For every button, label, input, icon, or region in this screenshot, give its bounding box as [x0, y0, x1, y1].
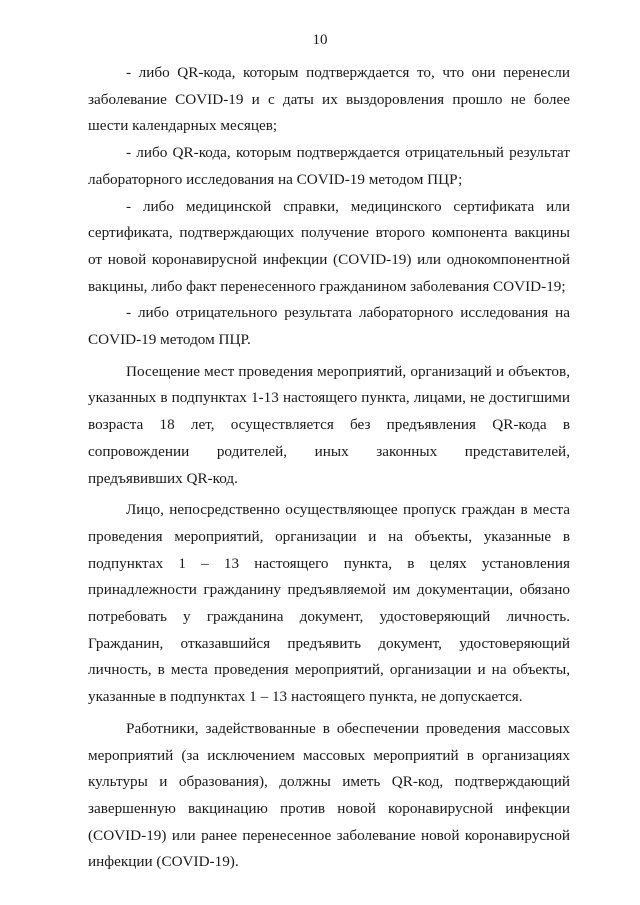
- paragraph-pcr-result: - либо отрицательного результата лабораторного исследования на COVID-19 методом ПЦР.: [88, 304, 570, 349]
- paragraph-minors-visit: Посещение мест проведения мероприятий, организаций и объектов, указанных в подпунктах 1-13 настоящего пункта, лицами, не достигшими возраста 18 лет, осуществляется без предъявления QR-кода в сопровождении родителей, иных законных представителей, предъявивших QR-код.: [88, 362, 570, 487]
- paragraph-identity-check: Лицо, непосредственно осуществляющее пропуск граждан в места проведения мероприятий, организации и на объекты, указанные в подпунктах 1 – 13 настоящего пункта, в целях установления принадлежности гражданину предъявляемой им документации, обязано потребовать у гражданина документ, удостоверяющий личность. Гражданин, отказавшийся предъявить документ, удостоверяющий личность, в места проведения мероприятий, организации и на объекты, указанные в подпунктах 1 – 13 настоящего пункта, не допускается.: [88, 501, 570, 706]
- paragraph-qr-pcr: - либо QR-кода, которым подтверждается отрицательный результат лабораторного исследования на COVID-19 методом ПЦР;: [88, 144, 570, 188]
- paragraph-medical-certificate: - либо медицинской справки, медицинского сертификата или сертификата, подтверждающих получение второго компонента вакцины от новой коронавирусной инфекции (COVID-19) или однокомпонентной вакцины, либо факт перенесенного гражданином заболевания COVID-19;: [88, 197, 570, 295]
- paragraph-qr-recovery: - либо QR-кода, которым подтверждается то, что они перенесли заболевание COVID-19 и с даты их выздоровления прошло не более шести календарных месяцев;: [88, 64, 570, 135]
- paragraph-workers-qr: Работники, задействованные в обеспечении проведения массовых мероприятий (за исключением массовых мероприятий в организациях культуры и образования), должны иметь QR-код, подтверждающий завершенную вакцинацию против новой коронавирусной инфекции (COVID-19) или ранее перенесенное заболевание новой коронавирусной инфекции (COVID-19).: [88, 719, 570, 871]
- page-number: 10: [312, 32, 328, 48]
- document-body: [88, 60, 570, 876]
